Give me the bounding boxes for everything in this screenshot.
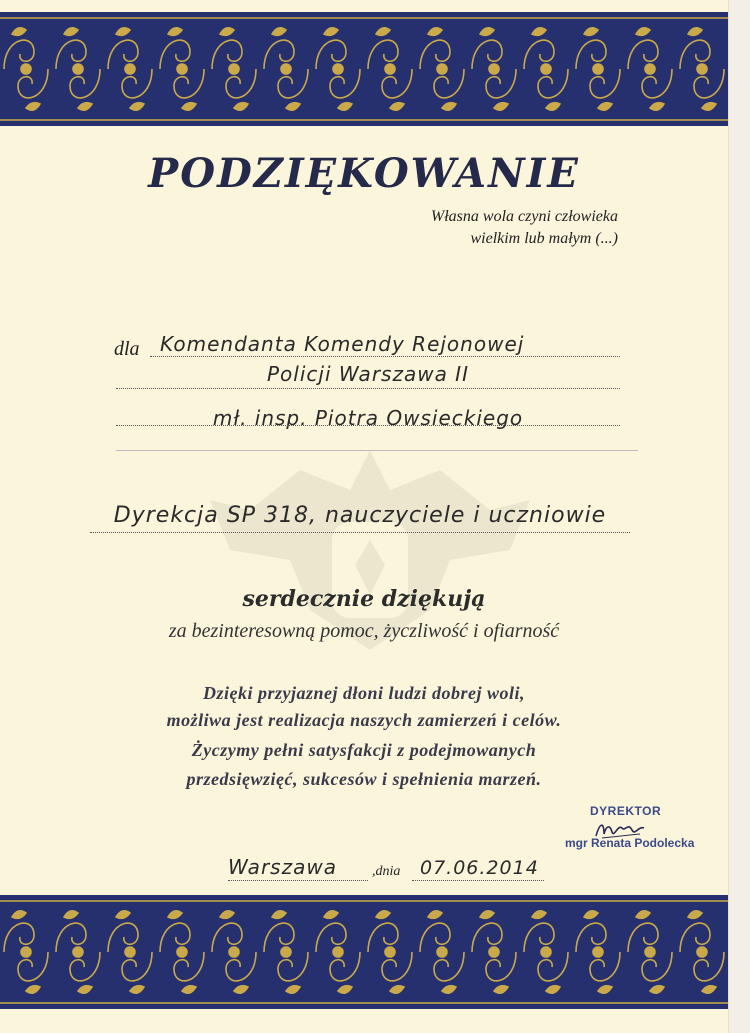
dotted-line bbox=[116, 425, 620, 426]
top-ornament-border bbox=[0, 12, 728, 126]
paragraph-line-1: Dzięki przyjaznej dłoni ludzi dobrej woli, bbox=[202, 683, 526, 703]
motto-line-2: wielkim lub małym (...) bbox=[470, 230, 618, 247]
paragraph-line-4: przedsięwzięć, sukcesów i spełnienia marzeń. bbox=[186, 769, 542, 789]
place-handwritten: Warszawa bbox=[228, 855, 337, 879]
thanks-heading: serdecznie dziękują bbox=[242, 586, 486, 612]
director-title: DYREKTOR bbox=[590, 804, 662, 818]
bottom-ornament-pattern bbox=[0, 895, 728, 1009]
top-ornament-pattern bbox=[0, 12, 728, 126]
from-line: Dyrekcja SP 318, nauczyciele i uczniowie bbox=[113, 503, 607, 528]
motto-line-1: Własna wola czyni człowieka bbox=[430, 208, 618, 225]
paragraph-line-2: możliwa jest realizacja naszych zamierzeń i celów. bbox=[166, 710, 562, 730]
bottom-ornament-border bbox=[0, 895, 728, 1009]
recipient-line-2: Policji Warszawa II bbox=[267, 362, 469, 386]
dotted-line bbox=[412, 880, 544, 881]
dotted-line bbox=[150, 356, 620, 357]
date-label: ,dnia bbox=[372, 864, 401, 879]
certificate-title: PODZIĘKOWANIE bbox=[148, 150, 580, 197]
recipient-line-1: Komendanta Komendy Rejonowej bbox=[160, 332, 525, 356]
dla-label: dla bbox=[114, 338, 140, 360]
paragraph-line-3: Życzymy pełni satysfakcji z podejmowanych bbox=[191, 740, 537, 760]
dotted-line bbox=[116, 388, 620, 389]
director-name: mgr Renata Podolecka bbox=[565, 836, 695, 850]
recipient-line-3: mł. insp. Piotra Owsieckiego bbox=[212, 406, 524, 430]
dotted-line bbox=[90, 532, 630, 533]
date-handwritten: 07.06.2014 bbox=[420, 857, 539, 879]
for-line: za bezinteresowną pomoc, życzliwość i ofiarność bbox=[168, 620, 560, 642]
separator-line bbox=[116, 450, 638, 451]
dotted-line bbox=[228, 880, 368, 881]
